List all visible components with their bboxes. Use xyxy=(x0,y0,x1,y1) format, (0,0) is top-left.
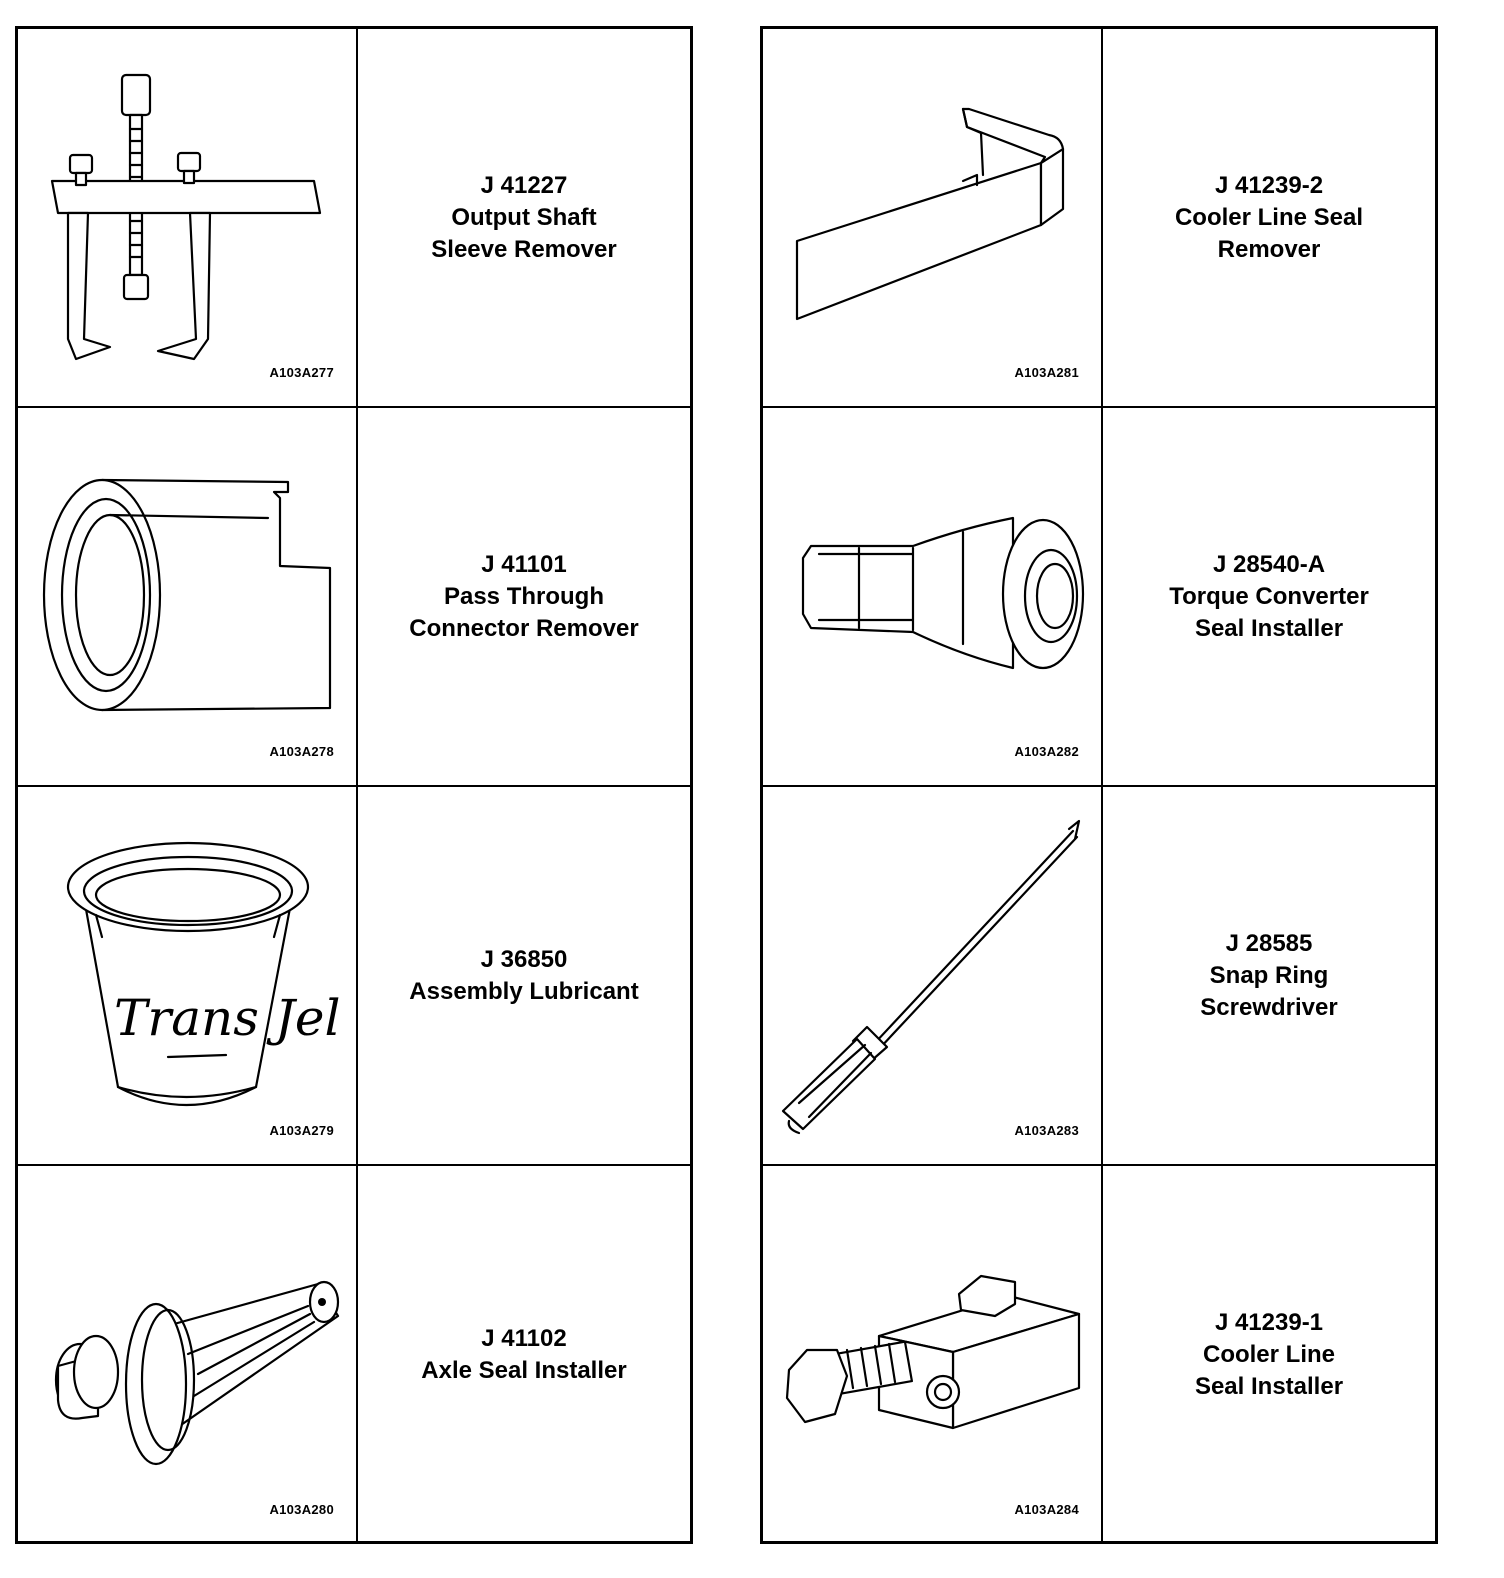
tub-label: Trans Jel xyxy=(114,989,341,1047)
tool-row xyxy=(18,787,690,1166)
tool-row xyxy=(763,1166,1435,1543)
tool-description-cell xyxy=(1103,787,1435,1164)
tool-name-line: Cooler Line xyxy=(1202,1340,1335,1368)
bolt-clamp-icon xyxy=(763,1166,1101,1543)
tool-row xyxy=(18,408,690,787)
tool-row xyxy=(763,29,1435,408)
tool-row xyxy=(18,29,690,408)
tool-description-cell xyxy=(358,408,690,785)
tool-illustration-cell xyxy=(763,787,1103,1164)
tool-table-left xyxy=(15,26,693,1544)
figure-code: A103A280 xyxy=(269,1502,334,1517)
tool-name-line: Screwdriver xyxy=(1200,993,1338,1021)
screwdriver-icon xyxy=(763,787,1101,1164)
converter-seal-installer-icon xyxy=(763,408,1101,785)
tool-number: J 28540-A xyxy=(1212,550,1326,578)
tool-description-cell xyxy=(358,1166,690,1543)
tool-name-line: Sleeve Remover xyxy=(431,235,617,263)
tool-description-cell xyxy=(358,787,690,1164)
tool-name-line: Cooler Line Seal xyxy=(1174,203,1364,231)
tool-table-right xyxy=(760,26,1438,1544)
tool-number: J 41227 xyxy=(480,171,568,199)
tool-number: J 28585 xyxy=(1225,929,1313,957)
bent-bar-icon xyxy=(763,29,1101,406)
figure-code: A103A277 xyxy=(269,365,334,380)
tool-description-cell xyxy=(1103,29,1435,406)
tool-description-cell xyxy=(1103,1166,1435,1543)
lubricant-tub-icon xyxy=(18,787,356,1164)
tool-illustration-cell xyxy=(763,1166,1103,1543)
tool-name-line: Seal Installer xyxy=(1194,614,1344,642)
tool-illustration-cell xyxy=(763,29,1103,406)
gear-puller-icon xyxy=(18,29,356,406)
tool-name-line: Axle Seal Installer xyxy=(421,1356,627,1384)
tool-description-cell xyxy=(358,29,690,406)
tool-illustration-cell xyxy=(18,408,358,785)
tool-number: J 41102 xyxy=(481,1324,567,1352)
tool-name-line: Remover xyxy=(1217,235,1321,263)
tool-illustration-cell xyxy=(18,787,358,1164)
tool-row xyxy=(763,408,1435,787)
tool-name-line: Connector Remover xyxy=(409,614,639,642)
figure-code: A103A283 xyxy=(1014,1123,1079,1138)
tool-name-line: Snap Ring xyxy=(1209,961,1329,989)
tool-number: J 36850 xyxy=(480,945,568,973)
tool-illustration-cell xyxy=(18,1166,358,1543)
tool-description-cell xyxy=(1103,408,1435,785)
tool-name-line: Assembly Lubricant xyxy=(409,977,639,1005)
tool-name-line: Pass Through xyxy=(443,582,604,610)
tool-name-line: Output Shaft xyxy=(451,203,597,231)
tool-name-line: Torque Converter xyxy=(1169,582,1369,610)
sleeve-tool-icon xyxy=(18,408,356,785)
tool-number: J 41101 xyxy=(481,550,567,578)
tool-row xyxy=(763,787,1435,1166)
figure-code: A103A281 xyxy=(1014,365,1079,380)
figure-code: A103A279 xyxy=(269,1123,334,1138)
tool-row xyxy=(18,1166,690,1543)
tool-name-line: Seal Installer xyxy=(1194,1372,1344,1400)
tool-illustration-cell xyxy=(763,408,1103,785)
tool-illustration-cell xyxy=(18,29,358,406)
tool-number: J 41239-2 xyxy=(1214,171,1324,199)
tool-number: J 41239-1 xyxy=(1214,1308,1324,1336)
seal-installer-icon xyxy=(18,1166,356,1543)
figure-code: A103A282 xyxy=(1014,744,1079,759)
figure-code: A103A278 xyxy=(269,744,334,759)
figure-code: A103A284 xyxy=(1014,1502,1079,1517)
